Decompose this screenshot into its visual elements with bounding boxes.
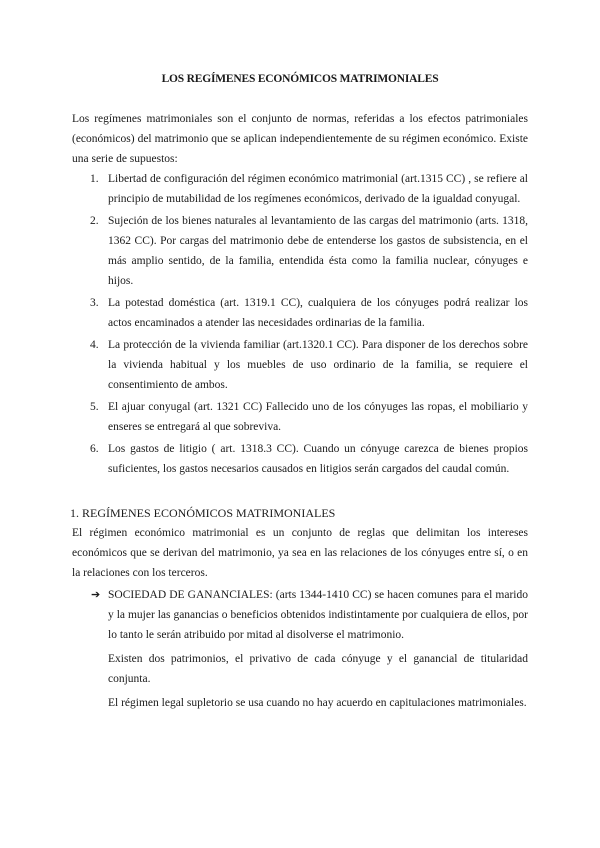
list-item (72, 293, 528, 333)
list-item (72, 397, 528, 437)
supletorio-paragraph: El régimen legal supletorio se usa cuando no hay acuerdo en capitulaciones matrimoniales. (108, 697, 527, 709)
list-number: 4. (90, 339, 99, 351)
supuestos-list (72, 169, 528, 479)
patrimonios-paragraph: Existen dos patrimonios, el privativo de cada cónyuge y el ganancial de titularidad conjunta. (108, 653, 528, 685)
section-heading: 1. REGÍMENES ECONÓMICOS MATRIMONIALES (70, 506, 336, 520)
list-item (72, 335, 528, 395)
list-number: 2. (90, 215, 99, 227)
section-intro-paragraph: El régimen económico matrimonial es un conjunto de reglas que delimitan los intereses económicos que se derivan del matrimonio, ya sea en las relaciones de los cónyuges entre sí, o en la relaciones con los terceros. (72, 527, 528, 579)
sociedad-gananciales-text: SOCIEDAD DE GANANCIALES: (arts 1344-1410 CC) se hacen comunes para el marido y la mujer las ganancias o beneficios obtenidos indistintamente por cualquiera de ellos, por lo tanto le serán atribuido por mitad al disolverse el matrimonio. (108, 589, 528, 641)
list-number: 6. (90, 443, 99, 455)
sociedad-gananciales-item (72, 585, 528, 645)
document-page (72, 72, 528, 713)
list-number: 5. (90, 401, 99, 413)
page-title: LOS REGÍMENES ECONÓMICOS MATRIMONIALES (161, 73, 439, 85)
list-item-text: Los gastos de litigio ( art. 1318.3 CC). Cuando un cónyuge carezca de bienes propios suficientes, los gastos necesarios causados en litigios serán cargados del caudal común. (108, 443, 528, 475)
list-item-text: El ajuar conyugal (art. 1321 CC) Fallecido uno de los cónyuges las ropas, el mobiliario y enseres se entregará al que sobreviva. (108, 401, 528, 433)
arrow-right-icon: ➔ (91, 589, 101, 601)
list-item (72, 439, 528, 479)
list-item (72, 169, 528, 209)
list-item-text: Libertad de configuración del régimen económico matrimonial (art.1315 CC) , se refiere al principio de mutabilidad de los regímenes económicos, derivado de la igualdad conyugal. (108, 173, 528, 205)
list-item (72, 211, 528, 291)
list-item-text: La potestad doméstica (art. 1319.1 CC), cualquiera de los cónyuges podrá realizar los actos encaminados a atender las necesidades ordinarias de la familia. (108, 297, 528, 329)
list-number: 3. (90, 297, 99, 309)
intro-paragraph: Los regímenes matrimoniales son el conjunto de normas, referidas a los efectos patrimoniales (económicos) del matrimonio que se aplican independientemente de su régimen económico. Existe una serie de supuestos: (72, 113, 528, 165)
list-item-text: La protección de la vivienda familiar (art.1320.1 CC). Para disponer de los derechos sobre la vivienda habitual y los muebles de uso ordinario de la familia, se requiere el consentimiento de ambos. (108, 339, 528, 391)
list-number: 1. (90, 173, 99, 185)
list-item-text: Sujeción de los bienes naturales al levantamiento de las cargas del matrimonio (arts. 1318, 1362 CC). Por cargas del matrimonio debe de entenderse los gastos de subsistencia, en el más amplio sentido, de la familia, entendida ésta como la familia nuclear, cónyuges e hijos. (108, 215, 528, 287)
